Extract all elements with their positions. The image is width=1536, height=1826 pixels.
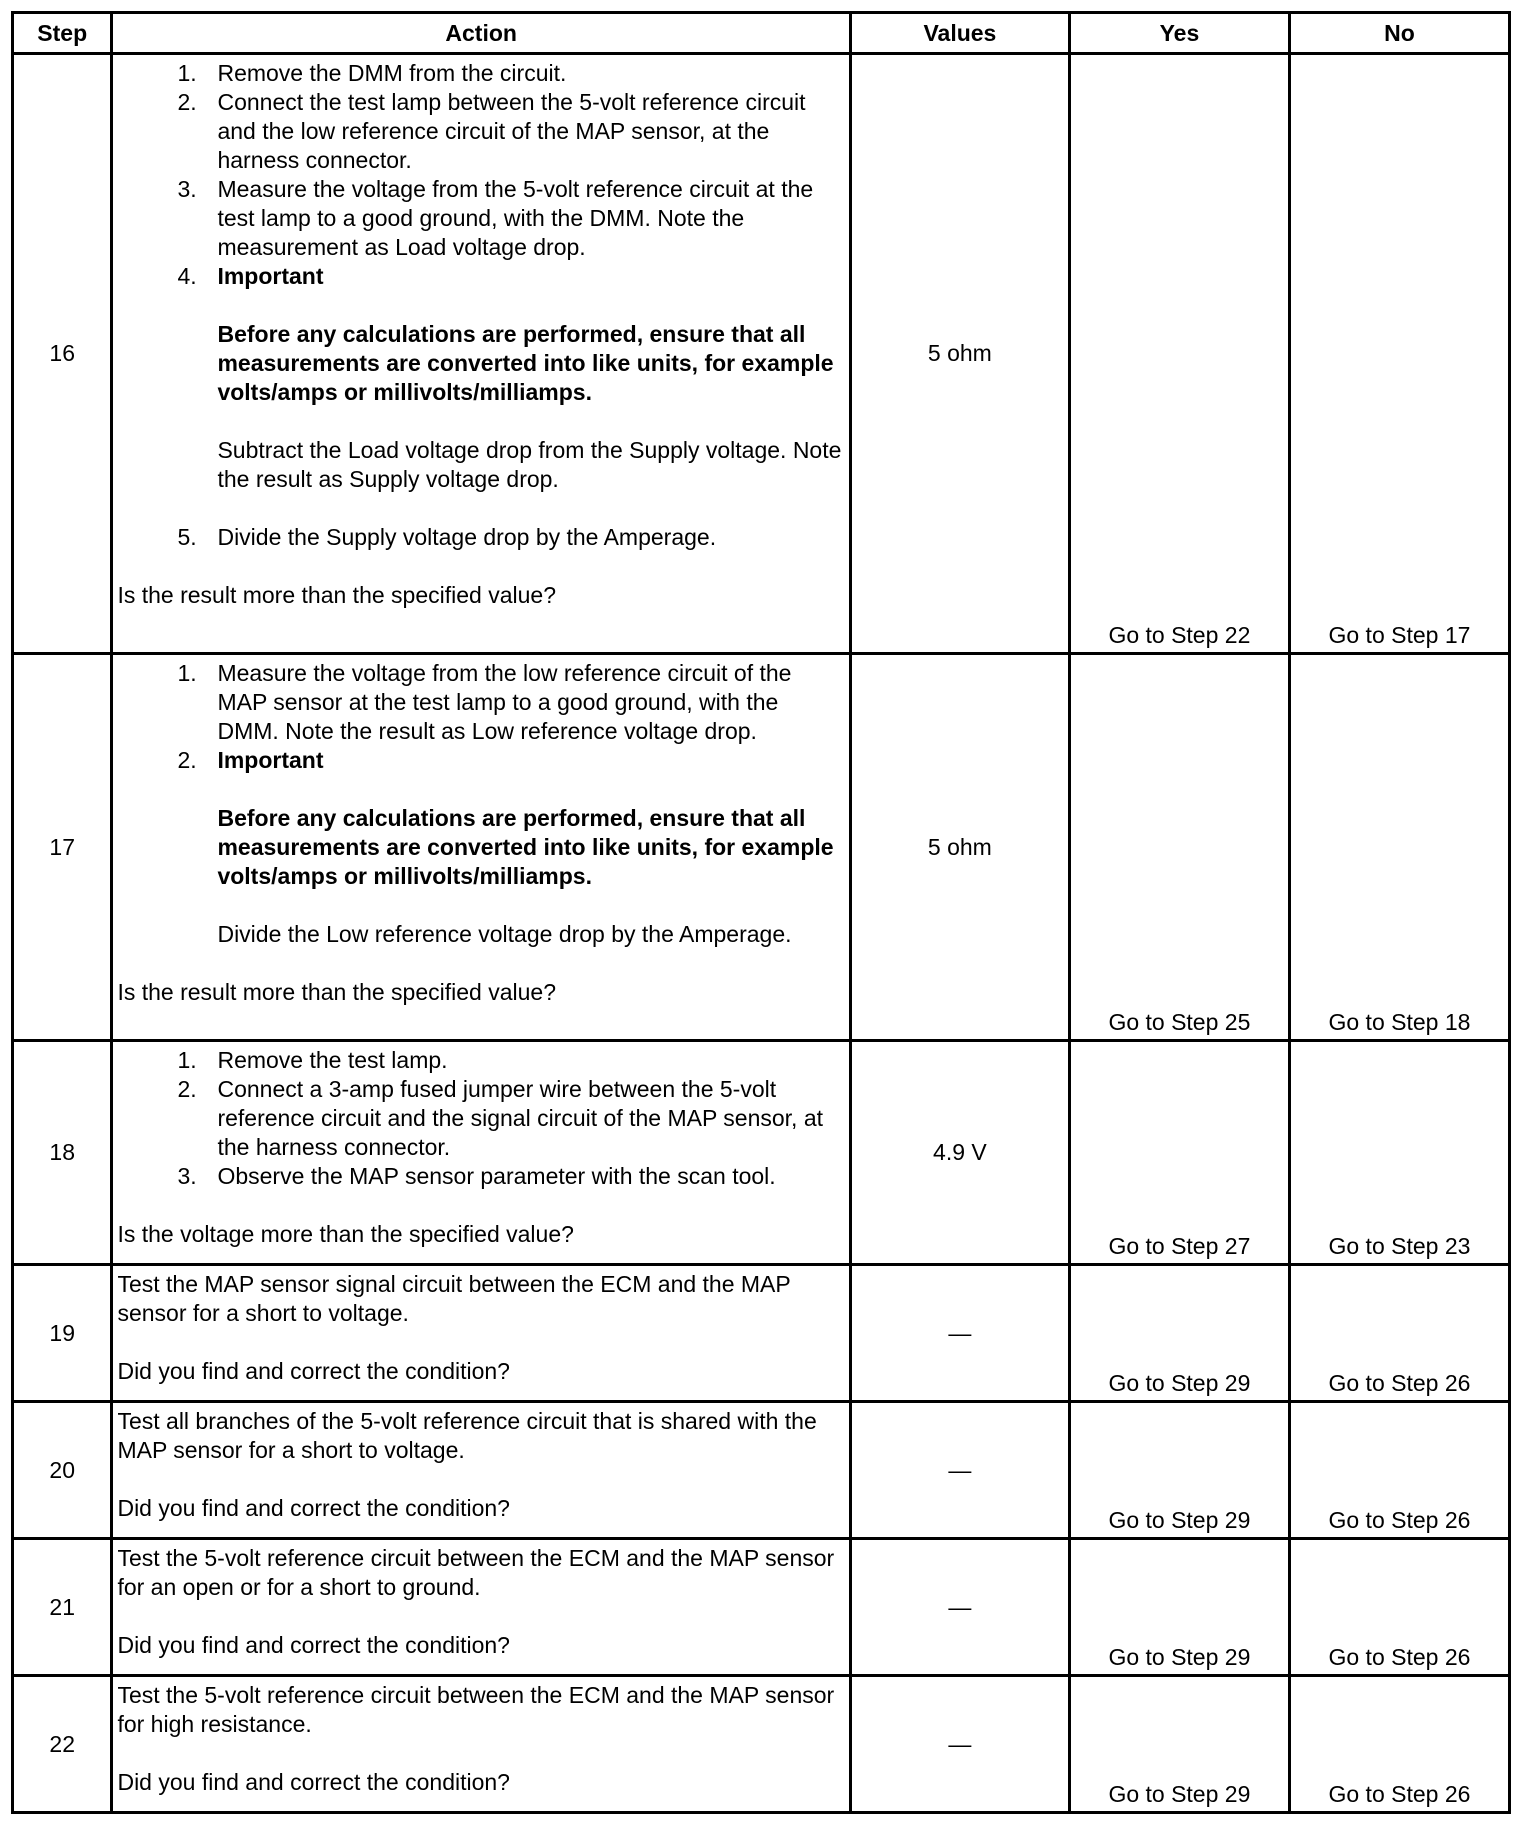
action-text: Test the 5-volt reference circuit between the ECM and the MAP sensor for high resistance.: [117, 1682, 835, 1737]
step-number: 17: [13, 654, 112, 1041]
list-item: 3. Measure the voltage from the 5-volt reference circuit at the test lamp to a good ground, with the DMM. Note the measurement as Load voltage drop.: [177, 176, 814, 260]
important-followup: Divide the Low reference voltage drop by the Amperage.: [217, 921, 792, 947]
question-text: Is the voltage more than the specified value?: [117, 1221, 574, 1247]
value-cell: —: [850, 1402, 1069, 1539]
yes-link[interactable]: Go to Step 29: [1069, 1539, 1289, 1676]
header-no: No: [1289, 13, 1509, 54]
table-row-step-18: [13, 1041, 1510, 1265]
step-number: 19: [13, 1265, 112, 1402]
yes-link[interactable]: Go to Step 22: [1069, 54, 1289, 654]
table-row-step-19: [13, 1265, 1510, 1402]
list-item: 1. Remove the DMM from the circuit.: [177, 60, 567, 86]
list-item: 2. Important: [177, 747, 324, 773]
list-item: 1. Remove the test lamp.: [177, 1047, 448, 1073]
important-followup: Subtract the Load voltage drop from the Supply voltage. Note the result as Supply voltage drop.: [217, 437, 842, 492]
header-row: [13, 13, 1510, 54]
header-yes: Yes: [1069, 13, 1289, 54]
action-cell: [112, 1539, 850, 1676]
step-number: 16: [13, 54, 112, 654]
action-cell: [112, 1041, 850, 1265]
yes-link[interactable]: Go to Step 29: [1069, 1265, 1289, 1402]
header-values: Values: [850, 13, 1069, 54]
yes-link[interactable]: Go to Step 25: [1069, 654, 1289, 1041]
value-cell: 5 ohm: [850, 654, 1069, 1041]
list-item: 2. Connect a 3-amp fused jumper wire between the 5-volt reference circuit and the signal circuit of the MAP sensor, at the harness connector.: [177, 1076, 823, 1160]
question-text: Is the result more than the specified value?: [117, 979, 556, 1005]
step-number: 21: [13, 1539, 112, 1676]
list-item: 1. Measure the voltage from the low reference circuit of the MAP sensor at the test lamp to a good ground, with the DMM. Note the result as Low reference voltage drop.: [177, 660, 792, 744]
no-link[interactable]: Go to Step 26: [1289, 1402, 1509, 1539]
important-note: Before any calculations are performed, ensure that all measurements are converted into like units, for example volts/amps or millivolts/milliamps.: [217, 321, 834, 405]
no-link[interactable]: Go to Step 26: [1289, 1265, 1509, 1402]
no-link[interactable]: Go to Step 18: [1289, 654, 1509, 1041]
question-text: Did you find and correct the condition?: [117, 1632, 510, 1658]
question-text: Did you find and correct the condition?: [117, 1358, 510, 1384]
table-row-step-17: [13, 654, 1510, 1041]
value-cell: 4.9 V: [850, 1041, 1069, 1265]
step-number: 22: [13, 1676, 112, 1813]
action-cell: [112, 1402, 850, 1539]
action-text: Test the MAP sensor signal circuit between the ECM and the MAP sensor for a short to voltage.: [117, 1271, 791, 1326]
list-item: 4. Important: [177, 263, 324, 289]
list-item: 3. Observe the MAP sensor parameter with the scan tool.: [177, 1163, 776, 1189]
table-row-step-22: [13, 1676, 1510, 1813]
value-cell: 5 ohm: [850, 54, 1069, 654]
step-number: 18: [13, 1041, 112, 1265]
question-text: Did you find and correct the condition?: [117, 1495, 510, 1521]
yes-link[interactable]: Go to Step 29: [1069, 1676, 1289, 1813]
step-number: 20: [13, 1402, 112, 1539]
no-link[interactable]: Go to Step 26: [1289, 1539, 1509, 1676]
action-text: Test all branches of the 5-volt reference circuit that is shared with the MAP sensor for a short to voltage.: [117, 1408, 817, 1463]
value-cell: —: [850, 1265, 1069, 1402]
action-cell: [112, 654, 850, 1041]
no-link[interactable]: Go to Step 26: [1289, 1676, 1509, 1813]
diagnostic-table: [11, 11, 1511, 1814]
list-item: 2. Connect the test lamp between the 5-volt reference circuit and the low reference circuit of the MAP sensor, at the harness connector.: [177, 89, 806, 173]
header-step: Step: [13, 13, 112, 54]
value-cell: —: [850, 1676, 1069, 1813]
action-text: Test the 5-volt reference circuit between the ECM and the MAP sensor for an open or for a short to ground.: [117, 1545, 835, 1600]
yes-link[interactable]: Go to Step 27: [1069, 1041, 1289, 1265]
question-text: Did you find and correct the condition?: [117, 1769, 510, 1795]
action-cell: [112, 1676, 850, 1813]
table-row-step-16: [13, 54, 1510, 654]
value-cell: —: [850, 1539, 1069, 1676]
question-text: Is the result more than the specified value?: [117, 582, 556, 608]
list-item: 5. Divide the Supply voltage drop by the Amperage.: [177, 524, 717, 550]
important-note: Before any calculations are performed, ensure that all measurements are converted into like units, for example volts/amps or millivolts/milliamps.: [217, 805, 834, 889]
table-row-step-20: [13, 1402, 1510, 1539]
action-cell: [112, 1265, 850, 1402]
table-row-step-21: [13, 1539, 1510, 1676]
yes-link[interactable]: Go to Step 29: [1069, 1402, 1289, 1539]
no-link[interactable]: Go to Step 23: [1289, 1041, 1509, 1265]
header-action: Action: [112, 13, 850, 54]
no-link[interactable]: Go to Step 17: [1289, 54, 1509, 654]
action-cell: [112, 54, 850, 654]
